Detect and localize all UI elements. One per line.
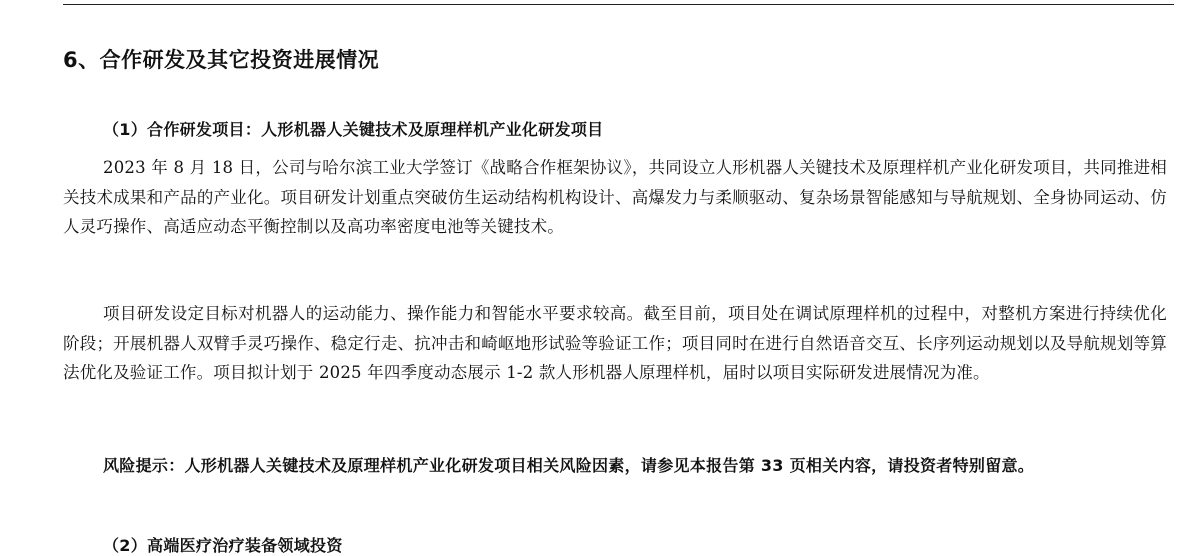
section-title: 6、合作研发及其它投资进展情况 [63,48,380,72]
top-divider [63,4,1174,5]
paragraph-2: 项目研发设定目标对机器人的运动能力、操作能力和智能水平要求较高。截至目前，项目处在调试原理样机的过程中，对整机方案进行持续优化阶段；开展机器人双臂手灵巧操作、稳定行走、抗冲击和崎岖地形试验等验证工作；项目同时在进行自然语音交互、长序列运动规划以及导航规划等算法优化及验证工作。项目拟计划于 2025 年四季度动态展示 1-2 款人形机器人原理样机，届时以项目实际研发进展情况为准。 [63,304,1167,382]
subsection-title-1: （1）合作研发项目：人形机器人关键技术及原理样机产业化研发项目 [103,120,604,139]
paragraph-1: 2023 年 8 月 18 日，公司与哈尔滨工业大学签订《战略合作框架协议》，共同设立人形机器人关键技术及原理样机产业化研发项目，共同推进相关技术成果和产品的产业化。项目研发计划重点突破仿生运动结构机构设计、高爆发力与柔顺驱动、复杂场景智能感知与导航规划、全身协同运动、仿人灵巧操作、高适应动态平衡控制以及高功率密度电池等关键技术。 [63,158,1167,236]
subsection-title-2: （2）高端医疗治疗装备领域投资 [103,536,343,555]
risk-warning: 风险提示：人形机器人关键技术及原理样机产业化研发项目相关风险因素，请参见本报告第 33 页相关内容，请投资者特别留意。 [103,456,1035,475]
